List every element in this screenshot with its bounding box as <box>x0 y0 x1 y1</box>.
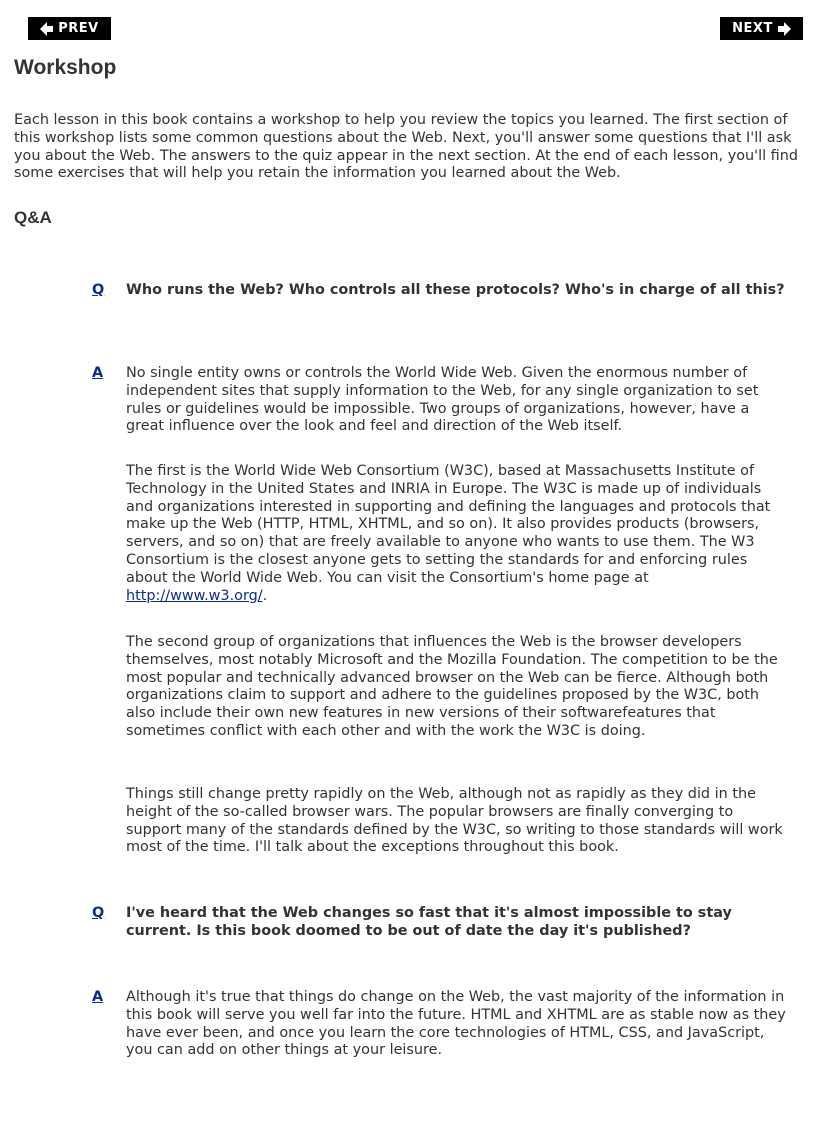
question-link[interactable]: Q <box>92 282 105 298</box>
w3c-link[interactable]: http://www.w3.org/ <box>126 587 263 604</box>
answer-paragraph <box>126 463 786 605</box>
answer-paragraph: The second group of organizations that influences the Web is the browser developers themselves, most notably Microsoft and the Mozilla Foundation. The competition to be the most popular and technically advanced browser on the Web can be fierce. Although both organizations claim to support and adhere to the guidelines proposed by the W3C, both also include their own new features in new versions of their softwarefeatures that sometimes conflict with each other and with the work the W3C is doing. <box>126 634 778 739</box>
arrow-left-icon <box>40 22 54 36</box>
question-text: Who runs the Web? Who controls all these protocols? Who's in charge of all this? <box>126 282 785 298</box>
answer-link[interactable]: A <box>92 365 104 381</box>
question-link[interactable]: Q <box>92 905 105 921</box>
intro-paragraph: Each lesson in this book contains a workshop to help you review the topics you learned. The first section of this workshop lists some common questions about the Web. Next, you'll answer some questions that I'll ask you about the Web. The answers to the quiz appear in the next section. At the end of each lesson, you'll find some exercises that will help you retain the information you learned about the Web. <box>14 112 798 182</box>
answer-paragraph: Although it's true that things do change on the Web, the vast majority of the information in this book will serve you well far into the future. HTML and XHTML are as stable now as they have ever been, and once you learn the core technologies of HTML, CSS, and JavaScript, you can add on other things at your leisure. <box>126 989 786 1059</box>
arrow-right-icon <box>777 22 791 36</box>
answer-paragraph: No single entity owns or controls the World Wide Web. Given the enormous number of independent sites that supply information to the Web, for any single organization to set rules or guidelines would be impossible. Two groups of organizations, however, have a great influence over the look and feel and direction of the Web itself. <box>126 365 759 435</box>
answer-paragraph: Things still change pretty rapidly on the Web, although not as rapidly as they did in the height of the so-called browser wars. The popular browsers are finally converging to support many of the standards defined by the W3C, so writing to those standards will work most of the time. I'll talk about the exceptions throughout this book. <box>126 786 783 856</box>
section-title: Q&A <box>14 208 52 227</box>
next-button[interactable] <box>720 17 803 40</box>
prev-button[interactable] <box>28 17 111 40</box>
prev-button-label: PREV <box>58 21 99 36</box>
answer-text: The first is the World Wide Web Consortium (W3C), based at Massachusetts Institute of Technology in the United States and INRIA in Europe. The W3C is made up of individuals and organizations interested in supporting and defining the languages and protocols that make up the Web (HTTP, HTML, XHTML, and so on). It also provides products (browsers, servers, and so on) that are freely available to anyone who wants to use them. The W3 Consortium is the closest anyone gets to setting the standards for and enforcing rules about the World Wide Web. You can visit the Consortium's home page at <box>126 463 771 586</box>
answer-link[interactable]: A <box>92 989 104 1005</box>
next-button-label: NEXT <box>732 21 773 36</box>
page-title: Workshop <box>14 56 117 79</box>
answer-text: . <box>262 587 268 604</box>
question-text: I've heard that the Web changes so fast that it's almost impossible to stay current. Is this book doomed to be out of date the day it's published? <box>126 905 732 939</box>
